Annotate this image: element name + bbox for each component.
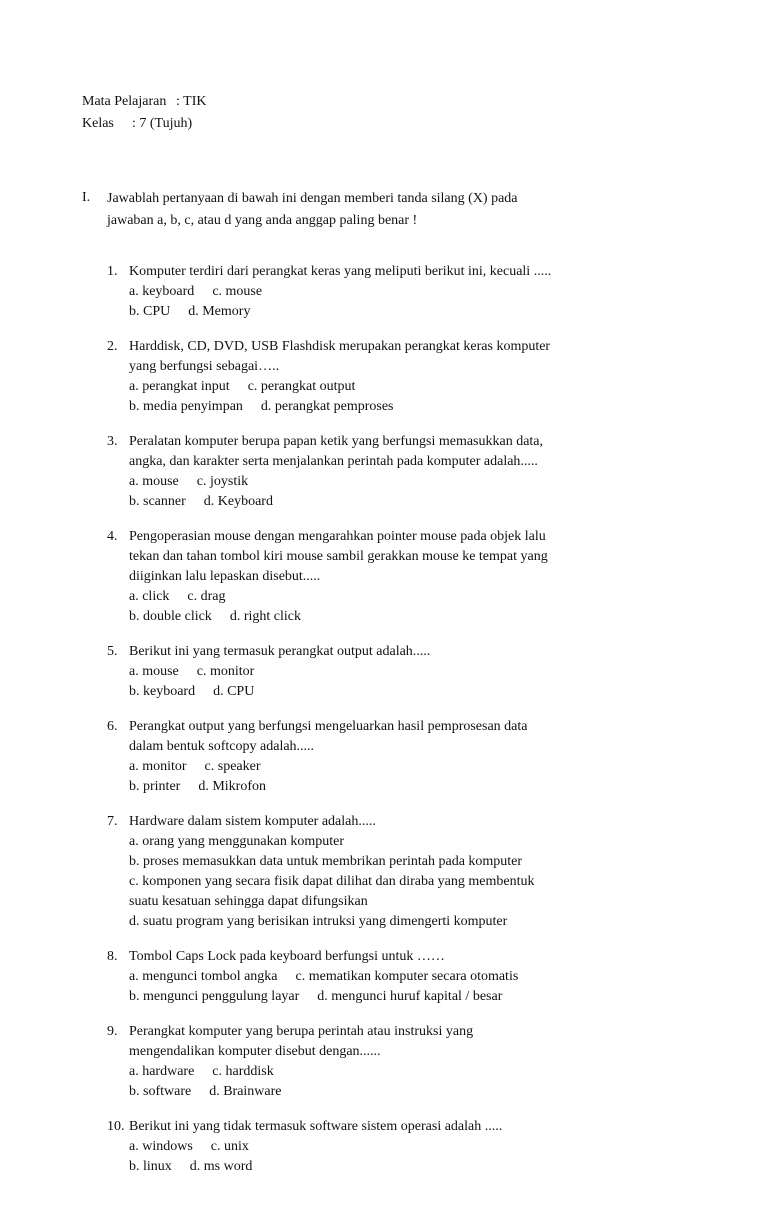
answer-option: d. Mikrofon xyxy=(198,779,266,794)
question-body xyxy=(129,527,627,627)
question-item xyxy=(107,262,627,322)
answer-option: c. unix xyxy=(210,1139,249,1154)
question-number: 10. xyxy=(107,1119,125,1134)
subject-label: Mata Pelajaran xyxy=(82,94,167,109)
question-text-line: suatu kesatuan sehingga dapat difungsikan xyxy=(129,894,368,909)
answer-option: b. linux xyxy=(129,1159,172,1174)
question-number: 9. xyxy=(107,1024,118,1039)
question-number: 5. xyxy=(107,644,118,659)
answer-option: c. joystik xyxy=(196,474,249,489)
answer-row xyxy=(129,682,627,702)
question-number: 2. xyxy=(107,339,118,354)
question-item xyxy=(107,1117,627,1177)
answer-row xyxy=(129,302,627,322)
question-item xyxy=(107,1022,627,1102)
question-text-line: Tombol Caps Lock pada keyboard berfungsi untuk …… xyxy=(129,949,445,964)
question-number: 7. xyxy=(107,814,118,829)
answer-option: b. scanner xyxy=(129,494,186,509)
answer-option: d. mengunci huruf kapital / besar xyxy=(317,989,503,1004)
question-text-line: diiginkan lalu lepaskan disebut..... xyxy=(129,569,321,584)
answer-option: a. mengunci tombol angka xyxy=(129,969,278,984)
class-line xyxy=(82,114,192,134)
answer-option: c. mouse xyxy=(212,284,263,299)
answer-option: b. media penyimpan xyxy=(129,399,243,414)
answer-row xyxy=(129,967,627,987)
question-text-line: Berikut ini yang tidak termasuk software sistem operasi adalah ..... xyxy=(129,1119,503,1134)
answer-row xyxy=(129,282,627,302)
answer-option: b. software xyxy=(129,1084,192,1099)
question-text-line: Pengoperasian mouse dengan mengarahkan pointer mouse pada objek lalu xyxy=(129,529,546,544)
answer-option: c. mematikan komputer secara otomatis xyxy=(295,969,519,984)
question-text-line: d. suatu program yang berisikan intruksi yang dimengerti komputer xyxy=(129,914,508,929)
question-item xyxy=(107,432,627,512)
question-text-line: Perangkat output yang berfungsi mengeluarkan hasil pemprosesan data xyxy=(129,719,528,734)
answer-option: d. Brainware xyxy=(209,1084,282,1099)
question-body xyxy=(129,812,627,932)
section-number: I. xyxy=(82,190,91,205)
question-body xyxy=(129,337,627,417)
answer-option: c. harddisk xyxy=(212,1064,274,1079)
question-text-line: Harddisk, CD, DVD, USB Flashdisk merupakan perangkat keras komputer xyxy=(129,339,551,354)
question-body xyxy=(129,642,627,702)
answer-row xyxy=(129,987,627,1007)
answer-option: d. perangkat pemproses xyxy=(260,399,394,414)
answer-row xyxy=(129,377,627,397)
class-label: Kelas xyxy=(82,116,114,131)
answer-option: a. keyboard xyxy=(129,284,195,299)
section-instruction xyxy=(107,188,607,232)
question-body xyxy=(129,432,627,512)
answer-option: c. speaker xyxy=(204,759,261,774)
answer-option: b. double click xyxy=(129,609,212,624)
question-text-line: Hardware dalam sistem komputer adalah..... xyxy=(129,814,376,829)
answer-row xyxy=(129,1062,627,1082)
answer-option: c. drag xyxy=(187,589,226,604)
question-text-line: Peralatan komputer berupa papan ketik yang berfungsi memasukkan data, xyxy=(129,434,544,449)
question-text-line: dalam bentuk softcopy adalah..... xyxy=(129,739,315,754)
question-body xyxy=(129,717,627,797)
answer-row xyxy=(129,1137,627,1157)
answer-row xyxy=(129,1157,627,1177)
answer-row xyxy=(129,492,627,512)
answer-option: a. windows xyxy=(129,1139,193,1154)
answer-row xyxy=(129,757,627,777)
question-body xyxy=(129,1022,627,1102)
instruction-line: Jawablah pertanyaan di bawah ini dengan memberi tanda silang (X) pada xyxy=(107,191,518,206)
question-text-line: angka, dan karakter serta menjalankan perintah pada komputer adalah..... xyxy=(129,454,538,469)
question-text-line: tekan dan tahan tombol kiri mouse sambil gerakkan mouse ke tempat yang xyxy=(129,549,548,564)
answer-option: b. mengunci penggulung layar xyxy=(129,989,300,1004)
question-body xyxy=(129,262,627,322)
question-item xyxy=(107,812,627,932)
answer-option: a. click xyxy=(129,589,170,604)
answer-option: d. Memory xyxy=(188,304,251,319)
question-text-line: b. proses memasukkan data untuk membrikan perintah pada komputer xyxy=(129,854,523,869)
question-item xyxy=(107,717,627,797)
subject-line xyxy=(82,92,206,112)
answer-row xyxy=(129,777,627,797)
question-number: 4. xyxy=(107,529,118,544)
answer-row xyxy=(129,607,627,627)
question-text-line: mengendalikan komputer disebut dengan...... xyxy=(129,1044,381,1059)
answer-row xyxy=(129,587,627,607)
question-item xyxy=(107,642,627,702)
answer-option: d. right click xyxy=(229,609,301,624)
question-number: 1. xyxy=(107,264,118,279)
answer-option: a. hardware xyxy=(129,1064,195,1079)
answer-row xyxy=(129,472,627,492)
answer-option: a. monitor xyxy=(129,759,187,774)
question-text-line: a. orang yang menggunakan komputer xyxy=(129,834,344,849)
answer-option: a. perangkat input xyxy=(129,379,230,394)
answer-option: c. monitor xyxy=(196,664,255,679)
answer-option: d. ms word xyxy=(189,1159,253,1174)
question-text-line: c. komponen yang secara fisik dapat dilihat dan diraba yang membentuk xyxy=(129,874,535,889)
question-number: 3. xyxy=(107,434,118,449)
question-number: 8. xyxy=(107,949,118,964)
question-text-line: yang berfungsi sebagai….. xyxy=(129,359,280,374)
answer-option: d. CPU xyxy=(213,684,255,699)
answer-option: b. CPU xyxy=(129,304,171,319)
question-item xyxy=(107,527,627,627)
question-item xyxy=(107,947,627,1007)
answer-row xyxy=(129,662,627,682)
answer-option: d. Keyboard xyxy=(203,494,273,509)
question-text-line: Perangkat komputer yang berupa perintah atau instruksi yang xyxy=(129,1024,474,1039)
answer-option: b. printer xyxy=(129,779,181,794)
question-body xyxy=(129,1117,627,1177)
subject-value: : TIK xyxy=(176,94,207,109)
answer-row xyxy=(129,1082,627,1102)
answer-row xyxy=(129,397,627,417)
question-number: 6. xyxy=(107,719,118,734)
answer-option: a. mouse xyxy=(129,664,179,679)
answer-option: a. mouse xyxy=(129,474,179,489)
question-text-line: Berikut ini yang termasuk perangkat output adalah..... xyxy=(129,644,431,659)
answer-option: c. perangkat output xyxy=(247,379,356,394)
answer-option: b. keyboard xyxy=(129,684,196,699)
question-text-line: Komputer terdiri dari perangkat keras yang meliputi berikut ini, kecuali ..... xyxy=(129,264,552,279)
instruction-line: jawaban a, b, c, atau d yang anda anggap paling benar ! xyxy=(107,213,418,228)
question-body xyxy=(129,947,627,1007)
question-item xyxy=(107,337,627,417)
class-value: : 7 (Tujuh) xyxy=(132,116,193,131)
